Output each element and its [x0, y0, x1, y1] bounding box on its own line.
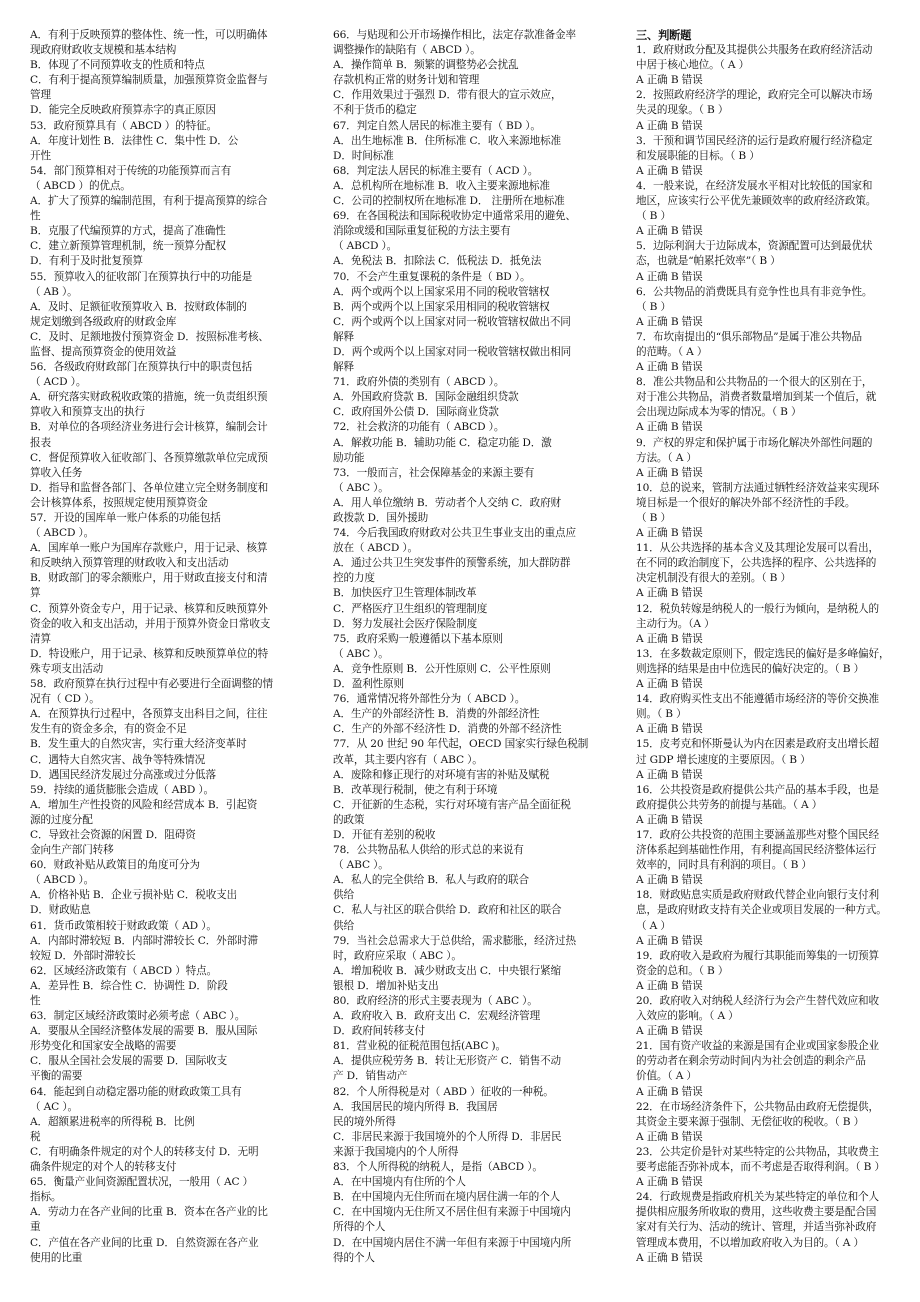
text-line: 地区，应该实行公平优先兼顾效率的政府经济政策。: [636, 195, 877, 208]
text-line: A 正确 B 错误: [636, 527, 703, 540]
text-line: 供给: [333, 889, 354, 902]
text-line: 清算: [30, 632, 51, 645]
text-line: 的劳动者在剩余劳动时间内为社会创造的剩余产品: [636, 1055, 866, 1068]
text-line: 24．行政规费是指政府机关为某些特定的单位和个人: [636, 1191, 879, 1204]
text-line: A．在中国境内有住所的个人: [333, 1176, 466, 1189]
text-line: 的政策: [333, 813, 365, 826]
text-line: 对于准公共物品，消费者数量增加到某一个值后，就: [636, 391, 877, 404]
text-line: 64．能起到自动稳定器功能的财政政策工具有: [30, 1085, 242, 1098]
text-line: 19．政府收入是政府为履行其职能而筹集的一切预算: [636, 949, 879, 962]
text-line: 21．国有资产收益的来源是国有企业或国家参股企业: [636, 1040, 879, 1053]
text-line: 77．从 20 世纪 90 年代起，OECD 国家实行绿色税制: [333, 738, 589, 751]
text-line: 方法。（ A ）: [636, 451, 697, 464]
text-line: A 正确 B 错误: [636, 225, 703, 238]
text-line: A．总机构所在地标准 B．收入主要来源地标准: [333, 179, 550, 192]
text-line: 确条件规定的对个人的转移支付: [30, 1161, 177, 1174]
text-line: 供给: [333, 919, 354, 932]
text-line: A 正确 B 错误: [636, 164, 703, 177]
text-line: 改革，其主要内容有（ ABC ）。: [333, 753, 483, 766]
text-line: A．扩大了预算的编制范围，有利于提高预算的综合: [30, 195, 268, 208]
text-line: C．作用效果过于强烈 D．带有很大的宣示效应，: [333, 89, 562, 102]
text-line: 72．社会救济的功能有（ ABCD ）。: [333, 421, 505, 434]
text-line: （ B ）: [636, 512, 671, 524]
text-line: 解释: [333, 330, 354, 343]
text-line: C．两个或两个以上国家对同一税收管辖权做出不同: [333, 315, 571, 328]
text-line: A 正确 B 错误: [636, 934, 703, 947]
text-line: A．政府收入 B．政府支出 C．宏观经济管理: [333, 1010, 541, 1023]
text-line: （ ACD ）。: [30, 376, 87, 389]
text-line: 会计核算体系，按照规定使用预算资金: [30, 496, 208, 509]
text-line: D．盈利性原则: [333, 678, 405, 691]
text-line: 监督、提高预算资金的使用效益: [30, 345, 177, 358]
text-line: 会出现边际成本为零的情况。（ B ）: [636, 406, 802, 419]
text-line: C．及时、足额地拨付预算资金 D．按照标准考核、: [30, 330, 269, 343]
text-line: 政拨款 D．国外援助: [333, 512, 429, 524]
text-line: 57．开设的国库单一账户体系的功能包括: [30, 512, 221, 524]
text-line: 效率的，同时具有利润的项目。（ B ）: [636, 859, 812, 872]
text-line: A．超额累进税率的所得税 B．比例: [30, 1115, 195, 1128]
text-line: D．政府间转移支付: [333, 1025, 425, 1038]
text-line: 61．货币政策相较于财政政策（ AD ）。: [30, 919, 217, 932]
text-line: A．在预算执行过程中，各预算支出科目之间，往往: [30, 708, 268, 721]
text-line: 资金的总和。（ B ）: [636, 964, 729, 977]
text-line: 要考虑能否弥补成本，而不考虑是否取得利润。（ B ）: [636, 1161, 885, 1174]
text-line: 银根 D．增加补贴支出: [333, 979, 439, 992]
text-line: 的范畴。（ A ）: [636, 345, 708, 358]
text-line: 10．总的说来，管制方法通过牺牲经济效益来实现环: [636, 481, 879, 494]
section-heading: 三、判断题: [636, 28, 692, 42]
text-line: 8．准公共物品和公共物品的一个很大的区别在于，: [636, 376, 873, 389]
text-line: 13．在多数裁定原则下，假定选民的偏好是多峰偏好，: [636, 647, 890, 660]
text-line: B．两个或两个以上国家采用相同的税收管辖权: [333, 300, 550, 313]
text-line: 5．边际利润大于边际成本，资源配置可达到最优状: [636, 240, 873, 253]
text-line: 民的境外所得: [333, 1115, 396, 1128]
text-line: 算: [30, 587, 41, 600]
text-line: D．遇国民经济发展过分高涨或过分低落: [30, 768, 216, 781]
text-line: 重: [30, 1221, 41, 1234]
text-line: 4．一般来说，在经济发展水平相对比较低的国家和: [636, 179, 873, 192]
text-line: 现政府财政收支规模和基本结构: [30, 44, 177, 57]
text-line: （ A ）: [636, 919, 671, 932]
text-line: A．增加生产性投资的风险和经营成本 B．引起资: [30, 798, 258, 811]
text-line: A．劳动力在各产业间的比重 B．资本在各产业的比: [30, 1206, 268, 1219]
text-line: 11．从公共选择的基本含义及其理论发展可以看出，: [636, 542, 879, 555]
text-line: 54．部门预算相对于传统的功能预算而言有: [30, 164, 232, 177]
text-line: 放在（ ABCD ）。: [333, 542, 418, 555]
text-line: 62．区域经济政策有（ ABCD ）特点。: [30, 964, 218, 977]
text-line: 75．政府采购一般遵循以下基本原则: [333, 632, 503, 645]
text-line: 不利于货币的稳定: [333, 104, 417, 117]
text-line: 算收入和预算支出的执行: [30, 406, 145, 419]
text-line: A 正确 B 错误: [636, 587, 703, 600]
text-line: C．产值在各产业间的比重 D．自然资源在各产业: [30, 1236, 259, 1249]
text-line: B．发生重大的自然灾害，实行重大经济变革时: [30, 738, 247, 751]
text-line: A．及时、足额征收预算收入 B．按财政体制的: [30, 300, 247, 313]
text-line: A．外国政府贷款 B．国际金融组织贷款: [333, 391, 519, 404]
column-middle: [333, 28, 628, 1290]
text-line: 解释: [333, 361, 354, 374]
text-line: A 正确 B 错误: [636, 723, 703, 736]
text-line: 6．公共物品的消费既具有竞争性也具有非竞争性。: [636, 285, 873, 298]
text-line: 管理: [30, 89, 51, 102]
text-line: （ ABCD ）。: [333, 240, 398, 253]
text-line: 规定划缴到各级政府的财政金库: [30, 315, 177, 328]
text-line: 指标。: [30, 1191, 62, 1204]
text-line: （ ABCD ）。: [30, 527, 95, 540]
text-line: 算收入任务: [30, 466, 83, 479]
text-line: A 正确 B 错误: [636, 678, 703, 691]
text-line: B．克服了代编预算的方式，提高了准确性: [30, 225, 226, 238]
text-line: D．有利于及时批复预算: [30, 255, 143, 268]
text-line: 时，政府应采取（ ABC ）。: [333, 949, 462, 962]
text-line: （ AB ）。: [30, 285, 78, 298]
text-line: D．在中国境内居住不满一年但有来源于中国境内所: [333, 1236, 572, 1249]
text-line: 开性: [30, 149, 51, 162]
text-line: 价值。（ A ）: [636, 1070, 697, 1083]
text-line: 使用的比重: [30, 1251, 83, 1264]
text-line: 所得的个人: [333, 1221, 386, 1234]
text-line: D．指导和监督各部门、各单位建立完全财务制度和: [30, 481, 269, 494]
text-line: A．差异性 B．综合性 C．协调性 D．阶段: [30, 979, 228, 992]
text-line: 12．税负转嫁是纳税人的一般行为倾向，是纳税人的: [636, 602, 879, 615]
text-line: A．有利于反映预算的整体性、统一性，可以明确体: [30, 29, 268, 41]
text-line: 81．营业税的征税范围包括(ABC )。: [333, 1040, 506, 1053]
text-line: 59．持续的通货膨胀会造成（ ABD ）。: [30, 783, 215, 796]
text-line: 政府提供公共劳务的前提与基础。（ A ）: [636, 798, 823, 811]
text-line: 管理成本费用，不以增加政府收入为目的。（ A ）: [636, 1236, 864, 1249]
text-line: A．出生地标准 B．住所标准 C．收入来源地标准: [333, 134, 561, 147]
text-line: 74．今后我国政府财政对公共卫生事业支出的重点应: [333, 527, 576, 540]
text-line: D．能完全反映政府预算赤字的真正原因: [30, 104, 216, 117]
text-line: （ B ）: [636, 210, 671, 223]
text-line: A 正确 B 错误: [636, 1085, 703, 1098]
text-line: A 正确 B 错误: [636, 874, 703, 887]
text-line: 在不同的政治制度下，公共选择的程序、公共选择的: [636, 557, 877, 570]
text-line: D．努力发展社会医疗保险制度: [333, 617, 478, 630]
text-line: A 正确 B 错误: [636, 421, 703, 434]
text-line: 56．各级政府财政部门在预算执行中的职责包括: [30, 361, 253, 374]
text-line: A．解救功能 B．辅助功能 C．稳定功能 D．激: [333, 436, 552, 449]
text-line: A．用人单位缴纳 B．劳动者个人交纳 C．政府财: [333, 496, 561, 509]
text-line: 79．当社会总需求大于总供给，需求膨胀，经济过热: [333, 934, 576, 947]
text-line: 提供相应服务所收取的费用，这些收费主要是配合国: [636, 1206, 877, 1219]
text-line: D．开征有差别的税收: [333, 828, 436, 841]
text-line: 息，是政府财政支持有关企业或项目发展的一种方式。: [636, 904, 887, 917]
text-line: A．通过公共卫生突发事件的预警系统，加大群防群: [333, 557, 571, 570]
text-line: 65．衡量产业间资源配置状况，一般用（ AC ）: [30, 1176, 254, 1189]
text-line: A 正确 B 错误: [636, 813, 703, 826]
text-line: 入效应的影响。（ A ）: [636, 1010, 739, 1023]
text-line: 18．财政贴息实质是政府财政代替企业向银行支付利: [636, 889, 879, 902]
text-line: 其资金主要来源于强制、无偿征收的税收。（ B ）: [636, 1115, 865, 1128]
text-line: 73．一般而言，社会保障基金的来源主要有: [333, 466, 535, 479]
text-line: A．免税法 B．扣除法 C．低税法 D．抵免法: [333, 255, 542, 268]
text-line: C．督促预算收入征收部门、各预算缴款单位完成预: [30, 451, 268, 464]
text-line: C．私人与社区的联合供给 D．政府和社区的联合: [333, 904, 562, 917]
text-line: 和反映纳入预算管理的财政收入和支出活动: [30, 557, 229, 570]
text-line: 励功能: [333, 451, 365, 464]
text-line: C．预算外资金专户，用于记录、核算和反映预算外: [30, 602, 268, 615]
text-line: A．增加税收 B．减少财政支出 C．中央银行紧缩: [333, 964, 561, 977]
text-line: C．有明确条件规定的对个人的转移支付 D．无明: [30, 1145, 259, 1158]
text-line: A．年度计划性 B．法律性 C．集中性 D．公: [30, 134, 239, 147]
text-line: 家对有关行为、活动的统计、管理，并适当弥补政府: [636, 1221, 877, 1234]
text-line: 82．个人所得税是对（ ABD ）征收的一种税。: [333, 1085, 554, 1098]
text-line: 过 GDP 增长速度的主要原因。（ B ）: [636, 753, 811, 766]
text-line: （ B ）: [636, 300, 671, 313]
column-left: [30, 28, 325, 1290]
text-line: （ ABCD ）。: [30, 874, 95, 887]
text-line: 中居于核心地位。（ A ）: [636, 59, 750, 72]
text-line: A．操作简单 B．频繁的调整势必会扰乱: [333, 59, 519, 72]
text-line: D．特设账户，用于记录、核算和反映预算单位的特: [30, 647, 269, 660]
text-line: 20．政府收入对纳税人经济行为会产生替代效应和收: [636, 995, 879, 1007]
text-line: 消除或缓和国际重复征税的方法主要有: [333, 225, 511, 238]
text-line: A．竞争性原则 B．公开性原则 C．公平性原则: [333, 662, 551, 675]
text-line: 决定机制没有很大的差别。（ B ）: [636, 572, 791, 585]
text-line: C．在中国境内无住所又不居住但有来源于中国境内: [333, 1206, 571, 1219]
text-line: 16．公共投资是政府提供公共产品的基本手段，也是: [636, 783, 879, 796]
text-line: A 正确 B 错误: [636, 270, 703, 283]
text-line: 存款机构正常的财务计划和管理: [333, 74, 480, 87]
text-line: A 正确 B 错误: [636, 1130, 703, 1143]
text-line: A 正确 B 错误: [636, 1251, 703, 1264]
text-line: 53．政府预算具有（ ABCD ）的特征。: [30, 119, 218, 132]
text-line: 3．干预和调节国民经济的运行是政府履行经济稳定: [636, 134, 873, 147]
text-line: B．在中国境内无住所而在境内居住满一年的个人: [333, 1191, 560, 1204]
text-line: A 正确 B 错误: [636, 768, 703, 781]
text-line: 调整操作的缺陷有（ ABCD ）。: [333, 44, 481, 57]
text-line: 况有（ CD ）。: [30, 693, 100, 706]
text-line: 平衡的需要: [30, 1070, 83, 1083]
text-line: B．改革现行税制，使之有利于环境: [333, 783, 498, 796]
text-line: 济体系起到基础性作用，有利提高国民经济整体运行: [636, 844, 877, 857]
text-line: 67．判定自然人居民的标准主要有（ BD ）。: [333, 119, 541, 132]
text-line: 70．不会产生重复课税的条件是（ BD ）。: [333, 270, 531, 283]
text-line: A 正确 B 错误: [636, 1025, 703, 1038]
text-line: 22．在市场经济条件下，公共物品由政府无偿提供，: [636, 1100, 879, 1113]
text-line: 71．政府外债的类别有（ ABCD ）。: [333, 376, 505, 389]
text-line: A．废除和修正现行的对环境有害的补贴及赋税: [333, 768, 550, 781]
text-line: C．建立新预算管理机制，统一预算分配权: [30, 240, 226, 253]
text-line: 失灵的现象。（ B ）: [636, 104, 729, 117]
text-line: 14．政府购买性支出不能遵循市场经济的等价交换准: [636, 693, 879, 706]
text-line: A 正确 B 错误: [636, 1176, 703, 1189]
text-line: C．导致社会资源的闲置 D．阻碍资: [30, 828, 196, 841]
text-line: 63．制定区域经济政策时必须考虑（ ABC ）。: [30, 1010, 246, 1023]
text-line: 性: [30, 995, 41, 1007]
text-line: 68．判定法人居民的标准主要有（ ACD ）。: [333, 164, 539, 177]
text-line: 69．在各国税法和国际税收协定中通常采用的避免、: [333, 210, 576, 223]
text-line: A 正确 B 错误: [636, 361, 703, 374]
text-line: B．加快医疗卫生管理体制改革: [333, 587, 477, 600]
text-line: 控的力度: [333, 572, 375, 585]
text-line: （ ABCD ）的优点。: [30, 179, 131, 192]
text-line: 殊专项支出活动: [30, 662, 104, 675]
text-line: C．政府国外公债 D．国际商业贷款: [333, 406, 499, 419]
text-line: 和发展职能的目标。（ B ）: [636, 149, 760, 162]
text-line: A 正确 B 错误: [636, 315, 703, 328]
text-line: 性: [30, 210, 41, 223]
text-line: A．私人的完全供给 B．私人与政府的联合: [333, 874, 529, 887]
text-line: C．开征新的生态税，实行对环境有害产品全面征税: [333, 798, 571, 811]
text-line: C．非居民来源于我国境外的个人所得 D．非居民: [333, 1130, 562, 1143]
text-line: 金向生产部门转移: [30, 844, 114, 857]
text-line: 2．按照政府经济学的理论，政府完全可以解决市场: [636, 89, 873, 102]
text-line: 发生有的资金多余，有的资金不足: [30, 723, 187, 736]
text-line: 58．政府预算在执行过程中有必要进行全面调整的情: [30, 678, 273, 691]
text-line: A 正确 B 错误: [636, 74, 703, 87]
text-line: 66．与贴现和公开市场操作相比，法定存款准备金率: [333, 29, 576, 41]
text-line: D．两个或两个以上国家对同一税收管辖权做出相同: [333, 345, 572, 358]
text-line: 报表: [30, 436, 51, 449]
text-line: B．对单位的各项经济业务进行会计核算，编制会计: [30, 421, 268, 434]
text-line: 78．公共物品私人供给的形式总的来说有: [333, 844, 524, 857]
text-line: A．两个或两个以上国家采用不同的税收管辖权: [333, 285, 550, 298]
text-line: 1．政府财政分配及其提供公共服务在政府经济活动: [636, 44, 873, 57]
text-line: 9．产权的界定和保护属于市场化解决外部性问题的: [636, 436, 873, 449]
text-line: A 正确 B 错误: [636, 979, 703, 992]
text-line: （ ABC ）。: [333, 481, 389, 494]
column-right: [636, 28, 920, 1290]
text-line: A．内部时滞较短 B．内部时滞较长 C．外部时滞: [30, 934, 258, 947]
text-line: 17．政府公共投资的范围主要涵盖那些对整个国民经: [636, 828, 879, 841]
text-line: 15．皮考克和怀斯曼认为内在因素是政府支出增长超: [636, 738, 879, 751]
text-line: A．国库单一账户为国库存款账户，用于记录、核算: [30, 542, 268, 555]
text-line: C．服从全国社会发展的需要 D．国际收支: [30, 1055, 228, 1068]
text-line: 7．布坎南提出的“俱乐部物品”是属于准公共物品: [636, 330, 862, 343]
text-line: 83．个人所得税的纳税人，是指（ABCD ）。: [333, 1161, 543, 1174]
text-line: 较短 D．外部时滞较长: [30, 949, 136, 962]
text-line: 主动行为。（A ）: [636, 617, 715, 630]
text-line: A．提供应税劳务 B．转让无形资产 C．销售不动: [333, 1055, 561, 1068]
text-line: A 正确 B 错误: [636, 119, 703, 132]
text-line: A 正确 B 错误: [636, 632, 703, 645]
text-line: C．有利于提高预算编制质量，加强预算资金监督与: [30, 74, 268, 87]
text-line: 得的个人: [333, 1251, 375, 1264]
text-line: 则选择的结果是由中位选民的偏好决定的。（ B ）: [636, 662, 865, 675]
text-line: A．我国居民的境内所得 B．我国居: [333, 1100, 498, 1113]
text-line: D．时间标准: [333, 149, 394, 162]
text-line: 76．通常情况将外部性分为（ ABCD ）。: [333, 693, 526, 706]
text-line: D．财政贴息: [30, 904, 91, 917]
text-line: B．财政部门的零余额账户，用于财政直接支付和清: [30, 572, 268, 585]
text-line: A．研究落实财政税收政策的措施，统一负责组织预: [30, 391, 268, 404]
text-line: （ ABC ）。: [333, 859, 389, 872]
text-line: 资金的收入和支出活动，并用于预算外资金日常收支: [30, 617, 271, 630]
text-line: 80．政府经济的形式主要表现为（ ABC ）。: [333, 995, 538, 1007]
text-line: 税: [30, 1130, 41, 1143]
text-line: C．严格医疗卫生组织的管理制度: [333, 602, 488, 615]
text-line: （ AC ）。: [30, 1100, 78, 1113]
text-line: A．要服从全国经济整体发展的需要 B．服从国际: [30, 1025, 258, 1038]
text-line: 23．公共定价是针对某些特定的公共物品，其收费主: [636, 1145, 879, 1158]
text-line: A 正确 B 错误: [636, 466, 703, 479]
text-line: 来源于我国境内的个人所得: [333, 1145, 459, 1158]
text-line: A．价格补贴 B．企业亏损补贴 C．税收支出: [30, 889, 238, 902]
text-line: A．生产的外部经济性 B．消费的外部经济性: [333, 708, 540, 721]
text-line: C．公司的控制权所在地标准 D． 注册所在地标准: [333, 195, 565, 208]
text-line: C．遇特大自然灾害、战争等特殊情况: [30, 753, 206, 766]
text-line: 则。（ B ）: [636, 708, 687, 721]
text-line: 态，也就是“帕累托效率”（ B ）: [636, 255, 781, 268]
text-line: 形势变化和国家安全战略的需要: [30, 1040, 177, 1053]
text-line: （ ABC ）。: [333, 647, 389, 660]
text-line: C．生产的外部不经济性 D．消费的外部不经济性: [333, 723, 562, 736]
text-line: 境目标是一个很好的解决外部不经济性的手段。: [636, 496, 856, 509]
text-line: B．体现了不同预算收支的性质和特点: [30, 59, 205, 72]
text-line: 源的过度分配: [30, 813, 93, 826]
text-line: 60．财政补贴从政策目的角度可分为: [30, 859, 200, 872]
text-line: 产 D．销售动产: [333, 1070, 408, 1083]
text-line: 55．预算收入的征收部门在预算执行中的功能是: [30, 270, 253, 283]
